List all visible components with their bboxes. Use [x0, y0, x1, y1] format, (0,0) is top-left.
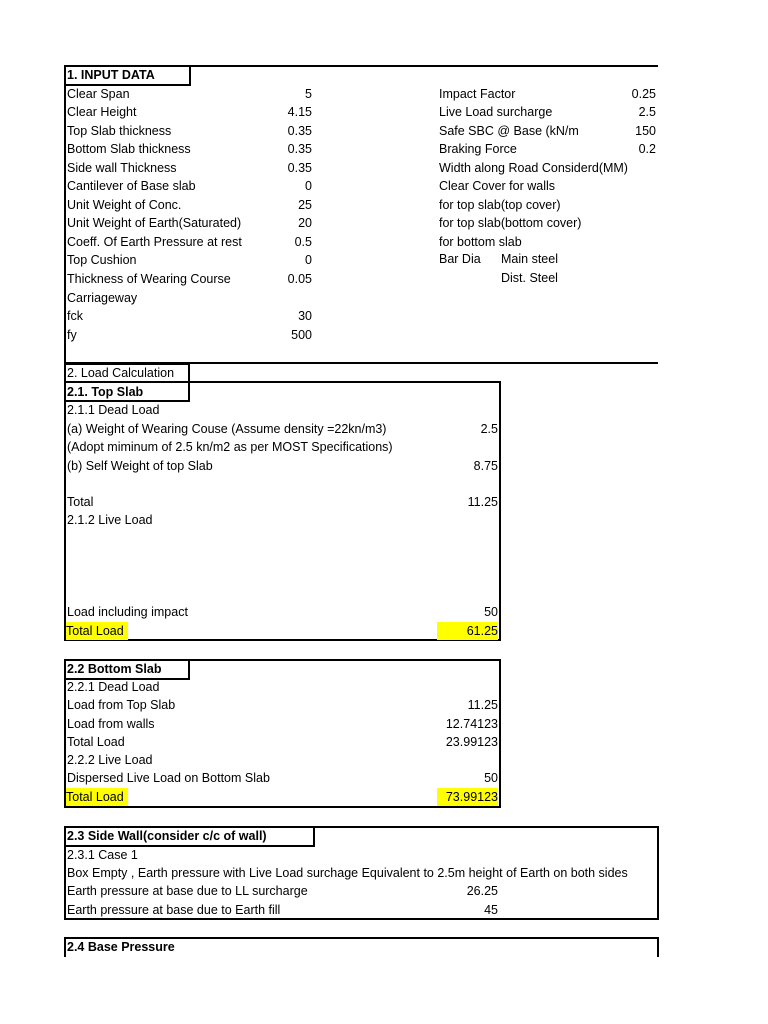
- input-param-label: Side wall Thickness: [67, 160, 177, 175]
- input-param-right-value: 2.5: [638, 105, 656, 120]
- base-pressure-right-border: [657, 937, 659, 957]
- input-param-label: Bottom Slab thickness: [67, 142, 191, 157]
- self-weight-label: (b) Self Weight of top Slab: [67, 459, 213, 473]
- input-param-right-label: for top slab(bottom cover): [439, 216, 582, 231]
- earth-fill-pressure-value: 45: [484, 903, 498, 917]
- input-param-right-value: 0.25: [631, 86, 656, 101]
- base-pressure-title: 2.4 Base Pressure: [67, 940, 175, 954]
- input-param-right-label: Width along Road Considerd(MM): [439, 160, 628, 175]
- input-param-value: 20: [298, 216, 312, 231]
- bottom-slab-dead-load-heading: 2.2.1 Dead Load: [67, 680, 160, 694]
- input-param-label: Top Slab thickness: [67, 123, 172, 138]
- input-param-right-value: 150: [635, 123, 656, 138]
- input-param-value: 0: [305, 253, 312, 268]
- bottom-slab-total-value: 23.99123: [445, 735, 498, 749]
- input-param-right-label: Braking Force: [439, 142, 517, 157]
- input-param-right-label: Live Load surcharge: [439, 105, 553, 120]
- input-param-value: 500: [291, 327, 312, 342]
- load-including-impact-value: 50: [484, 605, 498, 619]
- dispersed-live-load-label: Dispersed Live Load on Bottom Slab: [67, 771, 270, 785]
- bottom-slab-total-label: Total Load: [67, 735, 125, 749]
- input-param-right-value: [576, 159, 656, 177]
- input-param-value: 25: [298, 197, 312, 212]
- top-slab-live-load-heading: 2.1.2 Live Load: [67, 513, 153, 527]
- input-param-value: 0.5: [294, 234, 312, 249]
- side-wall-case-heading: 2.3.1 Case 1: [67, 848, 138, 862]
- input-param-label: fck: [67, 309, 83, 324]
- ll-surcharge-pressure-label: Earth pressure at base due to LL surcharge: [67, 884, 308, 898]
- side-wall-case-description: Box Empty , Earth pressure with Live Load surchage Equivalent to 2.5m height of Earth on both sides: [67, 866, 628, 880]
- top-slab-total-load-label: Total Load: [66, 622, 128, 640]
- input-param-label: Unit Weight of Earth(Saturated): [67, 216, 242, 231]
- section2-title: 2. Load Calculation: [67, 366, 175, 380]
- input-param-value: 0.35: [287, 160, 312, 175]
- input-param-right-value: [576, 177, 656, 195]
- input-param-value: 5: [305, 86, 312, 101]
- base-pressure-left-border: [64, 937, 66, 957]
- side-wall-title: 2.3 Side Wall(consider c/c of wall): [67, 829, 267, 843]
- input-param-value: 0.05: [287, 272, 312, 286]
- input-param-label: Coeff. Of Earth Pressure at rest: [67, 234, 242, 249]
- input-param-right-value: [576, 214, 656, 232]
- input-param-right-label: for top slab(top cover): [439, 197, 561, 212]
- load-from-walls-value: 12.74123: [445, 717, 498, 731]
- input-param-value: 0.35: [287, 142, 312, 157]
- input-param-label: fy: [67, 327, 77, 342]
- input-param-right-label: Safe SBC @ Base (kN/m: [439, 123, 579, 138]
- top-slab-total-label: Total: [67, 495, 94, 509]
- adopt-note: (Adopt miminum of 2.5 kn/m2 as per MOST Specifications): [67, 440, 393, 454]
- ll-surcharge-pressure-value: 26.25: [466, 884, 498, 898]
- input-param-label: Top Cushion: [67, 253, 137, 268]
- section1-left-border: [64, 65, 66, 365]
- input-param-value: 4.15: [287, 105, 312, 120]
- load-from-top-slab-value: 11.25: [467, 698, 498, 712]
- input-param-label: Unit Weight of Conc.: [67, 197, 182, 212]
- load-from-walls-label: Load from walls: [67, 717, 155, 731]
- input-param-label: Clear Height: [67, 105, 137, 120]
- bottom-slab-total-load-label: Total Load: [66, 788, 128, 806]
- top-slab-total-value: 11.25: [467, 495, 498, 509]
- top-slab-total-load-value: 61.25: [437, 622, 498, 640]
- input-param-value: [232, 289, 312, 307]
- input-param-label: Cantilever of Base slab: [67, 179, 196, 194]
- wearing-course-label: (a) Weight of Wearing Couse (Assume density =22kn/m3): [67, 422, 387, 436]
- self-weight-value: 8.75: [473, 459, 498, 473]
- load-including-impact-label: Load including impact: [67, 605, 188, 619]
- input-param-right-value: [576, 233, 656, 251]
- dispersed-live-load-value: 50: [484, 771, 498, 785]
- dist-steel-label: Dist. Steel: [501, 271, 558, 285]
- top-slab-title: 2.1. Top Slab: [67, 385, 144, 399]
- bottom-slab-title: 2.2 Bottom Slab: [67, 662, 162, 676]
- bottom-slab-total-load-value: 73.99123: [437, 788, 498, 806]
- input-param-label: Carriageway: [67, 290, 138, 305]
- input-param-value: 0.35: [287, 123, 312, 138]
- input-param-right-label: Clear Cover for walls: [439, 179, 556, 194]
- top-slab-dead-load-heading: 2.1.1 Dead Load: [67, 403, 160, 417]
- wearing-course-value: 2.5: [480, 422, 498, 436]
- input-param-right-label: Impact Factor: [439, 86, 516, 101]
- main-steel-label: Main steel: [501, 252, 558, 266]
- load-from-top-slab-label: Load from Top Slab: [67, 698, 176, 712]
- input-param-right-value: [576, 196, 656, 214]
- earth-fill-pressure-label: Earth pressure at base due to Earth fill: [67, 903, 281, 917]
- bar-dia-label: Bar Dia: [439, 252, 481, 266]
- input-param-right-label: for bottom slab: [439, 234, 522, 249]
- input-param-label: Thickness of Wearing Course: [67, 272, 231, 286]
- input-param-value: 0: [305, 179, 312, 194]
- section1-title: 1. INPUT DATA: [67, 68, 155, 82]
- bottom-slab-live-load-heading: 2.2.2 Live Load: [67, 753, 153, 767]
- input-param-label: Clear Span: [67, 86, 130, 101]
- input-param-value: 30: [298, 309, 312, 324]
- input-param-right-value: 0.2: [638, 142, 656, 157]
